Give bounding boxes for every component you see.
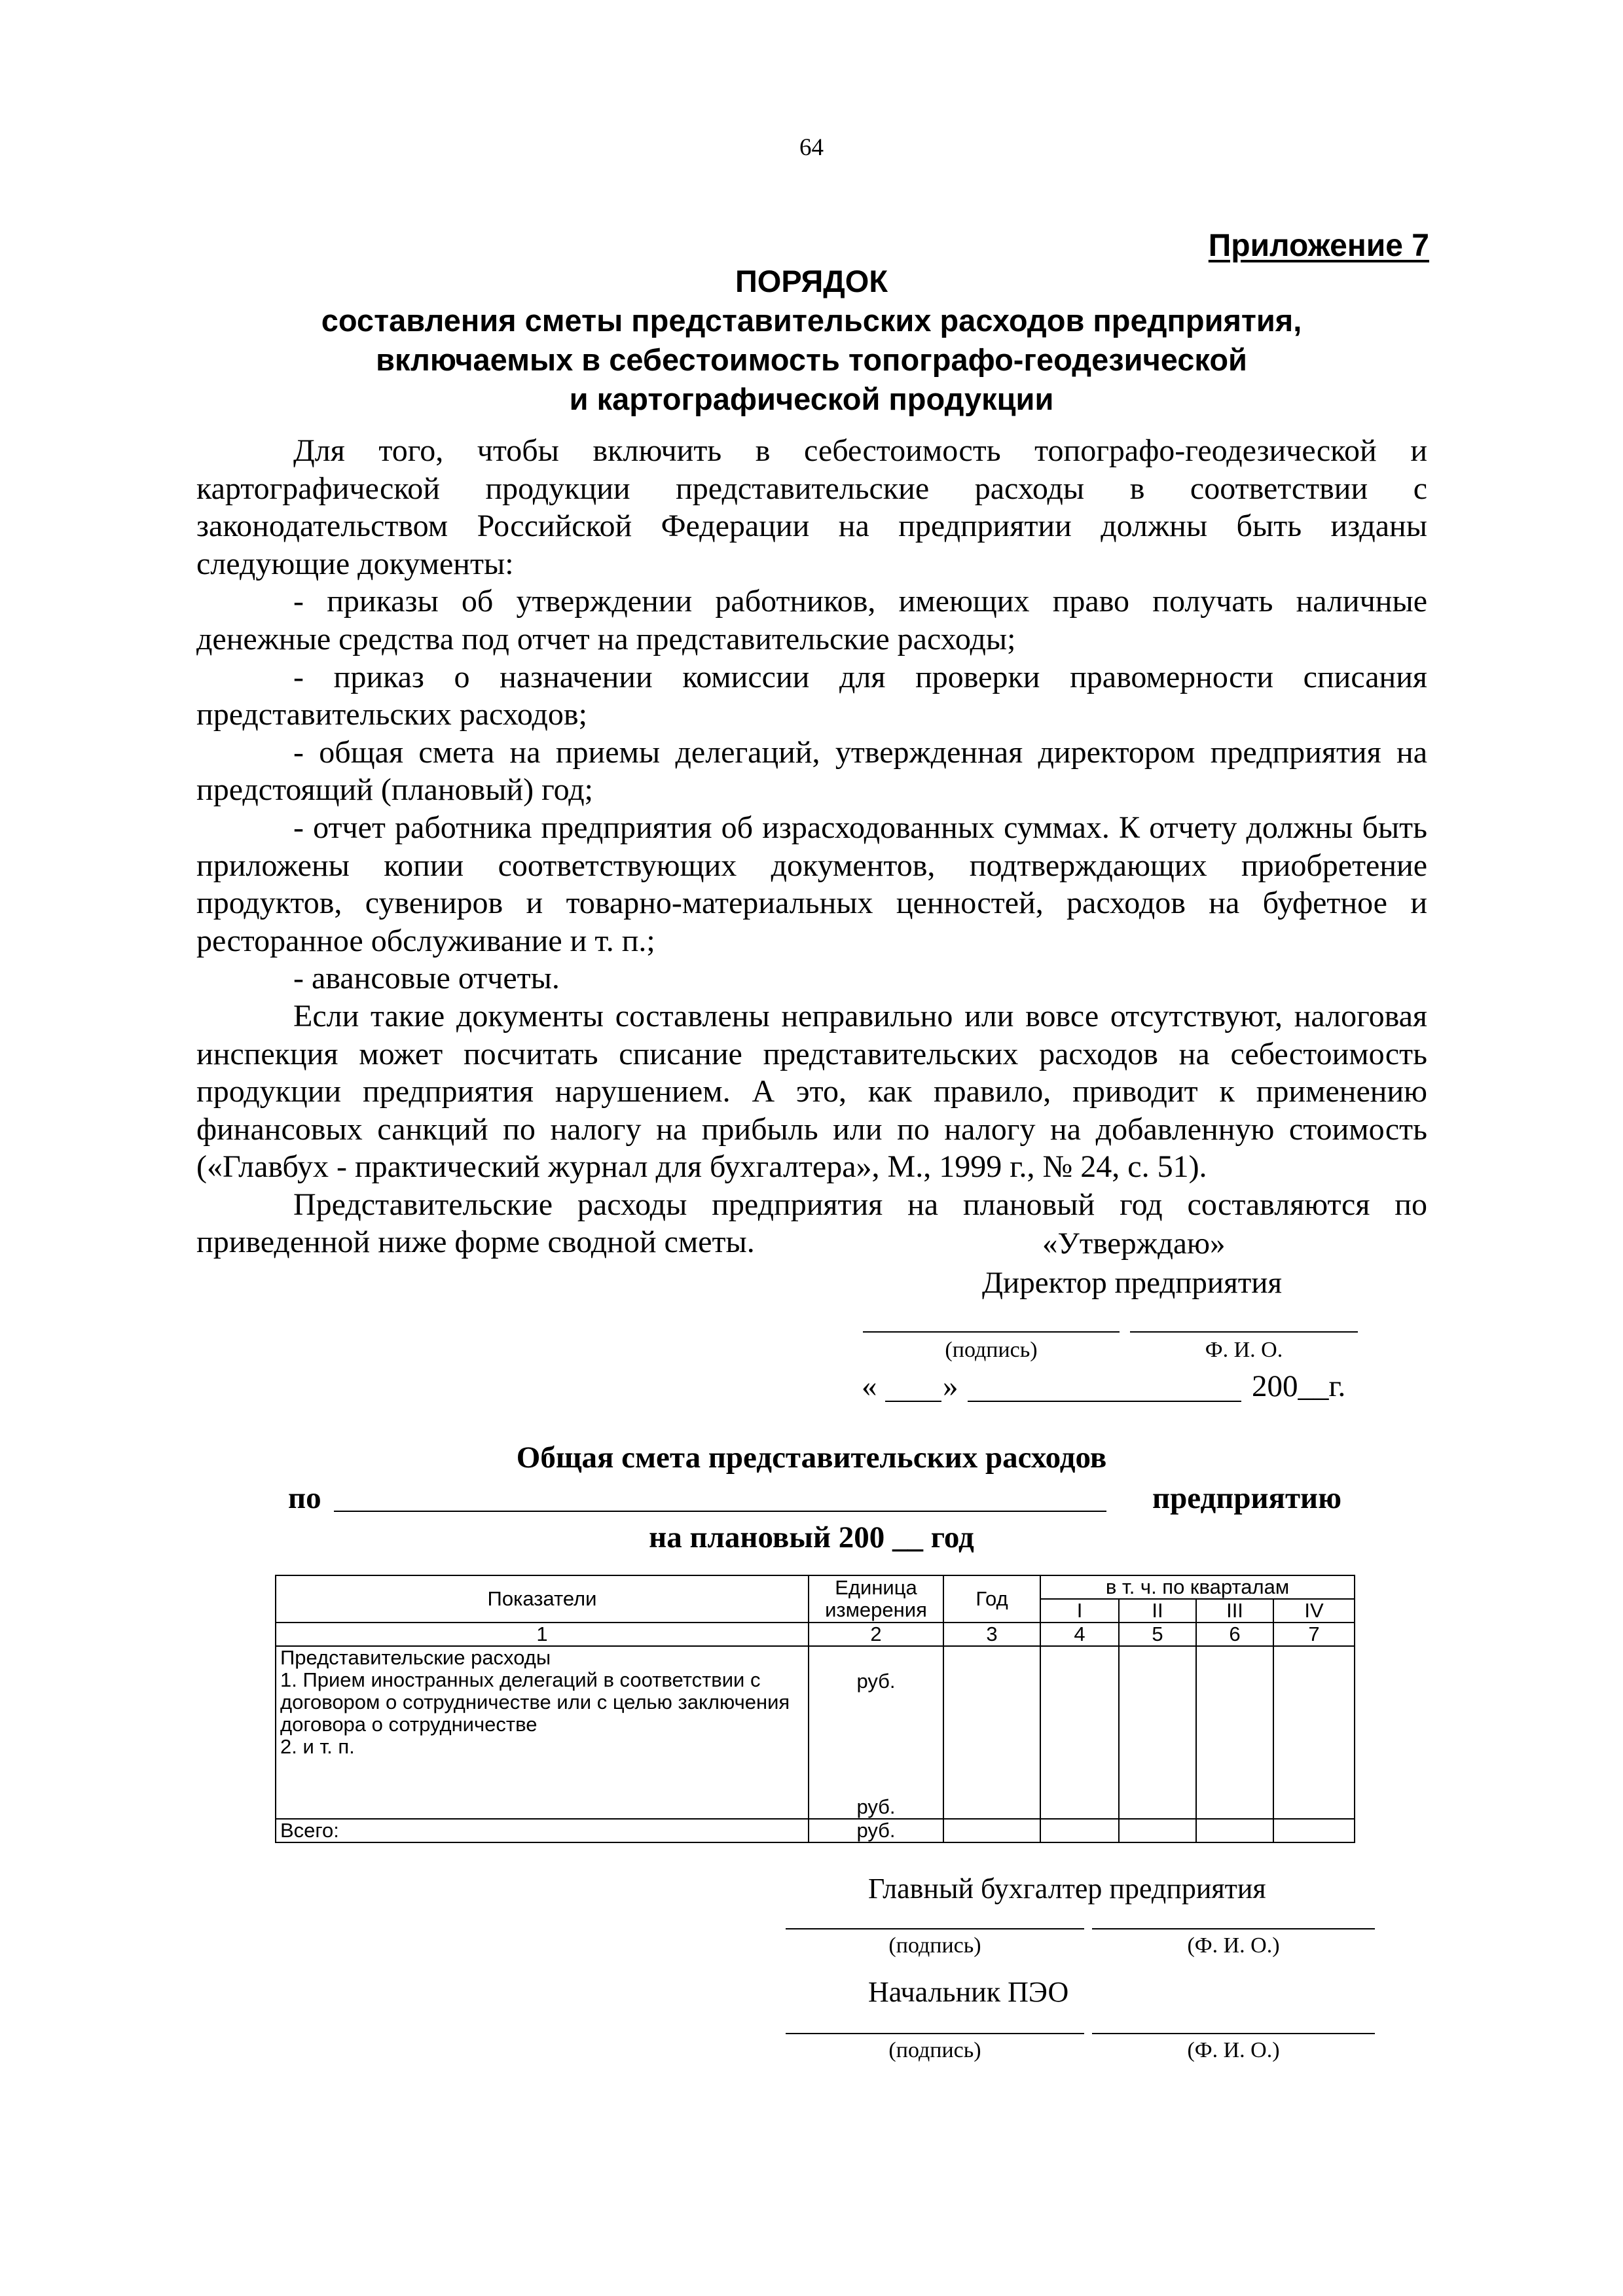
estimate-po-label: по — [288, 1481, 321, 1515]
total-year-cell — [943, 1819, 1040, 1842]
q1-cell — [1040, 1646, 1119, 1819]
table-total-row — [276, 1819, 1355, 1842]
total-q4-cell — [1273, 1819, 1355, 1842]
total-q3-cell — [1196, 1819, 1273, 1842]
total-label: Всего: — [276, 1819, 809, 1842]
expense-item-1: 1. Прием иностранных делегаций в соответствии с договором о сотрудничестве или с целью заключения договора о сотрудничестве — [280, 1668, 790, 1736]
total-unit: руб. — [809, 1819, 943, 1842]
name-caption: Ф. И. О. — [1205, 1338, 1283, 1362]
title-line-2: составления сметы представительских расходов предприятия, — [321, 303, 1302, 338]
approve-label: «Утверждаю» — [1042, 1227, 1226, 1261]
header-q2: II — [1119, 1599, 1196, 1623]
header-year: Год — [943, 1575, 1040, 1623]
estimate-table — [275, 1575, 1355, 1843]
appendix-label: Приложение 7 — [1208, 228, 1429, 263]
header-q1: I — [1040, 1599, 1119, 1623]
paragraph-form-note: Представительские расходы предприятия на плановый год составляются по приведенной ниже форме сводной сметы. — [196, 1187, 1427, 1260]
chief-accountant-label: Главный бухгалтер предприятия — [868, 1873, 1266, 1905]
signature-line — [786, 2033, 1084, 2034]
header-q3: III — [1196, 1599, 1273, 1623]
paragraph-warning: Если такие документы составлены неправильно или вовсе отсутствуют, налоговая инспекция может посчитать списание представительских расходов на себестоимость продукции предприятия нарушением. А это, как правило, приводит к применению финансовых санкций по налогу на прибыль или по налогу на добавленную стоимость («Главбух - практический журнал для бухгалтера», М., 1999 г., № 24, с. 51). — [196, 998, 1427, 1185]
q2-cell — [1119, 1646, 1196, 1819]
column-number: 3 — [943, 1623, 1040, 1646]
column-number: 2 — [809, 1623, 943, 1646]
signature-caption: (подпись) — [888, 2038, 981, 2062]
column-number: 6 — [1196, 1623, 1273, 1646]
date-quote-close: » — [943, 1369, 958, 1403]
list-item: - отчет работника предприятия об израсходованных суммах. К отчету должны быть приложены копии соответствующих документов, подтверждающих приобретение продуктов, сувениров и товарно-материальных ценностей, расходов на буфетное и ресторанное обслуживание и т. п.; — [196, 810, 1427, 958]
title-line-1: ПОРЯДОК — [735, 264, 888, 298]
expense-item-2: 2. и т. п. — [280, 1735, 355, 1758]
body-text — [196, 432, 1427, 1261]
header-unit: Единица измерения — [809, 1575, 943, 1623]
day-line — [885, 1401, 941, 1402]
signature-caption: (подпись) — [888, 1933, 981, 1958]
list-item: - авансовые отчеты. — [293, 961, 560, 996]
name-caption: (Ф. И. О.) — [1187, 2038, 1280, 2062]
table-row — [276, 1646, 1355, 1819]
column-number: 7 — [1273, 1623, 1355, 1646]
page-number: 64 — [799, 134, 824, 161]
month-line — [968, 1401, 1241, 1402]
director-label: Директор предприятия — [982, 1266, 1282, 1300]
q4-cell — [1273, 1646, 1355, 1819]
signature-line — [786, 1928, 1084, 1929]
year-text: 200__г. — [1252, 1369, 1346, 1403]
peo-head-label: Начальник ПЭО — [868, 1976, 1069, 2008]
signature-caption: (подпись) — [945, 1338, 1038, 1362]
table-column-numbers-row — [276, 1623, 1355, 1646]
date-quote-open: « — [862, 1369, 877, 1403]
estimate-enterprise-label: предприятию — [1152, 1481, 1342, 1515]
name-caption: (Ф. И. О.) — [1187, 1933, 1280, 1958]
estimate-title: Общая смета представительских расходов — [516, 1441, 1107, 1475]
unit-cell — [809, 1646, 943, 1819]
paragraph-intro: Для того, чтобы включить в себестоимость топографо-геодезической и картографической продукции представительские расходы в соответствии с законодательством Российской Федерации на предприятии должны быть изданы следующие документы: — [196, 433, 1427, 581]
q3-cell — [1196, 1646, 1273, 1819]
enterprise-name-line — [334, 1511, 1106, 1512]
expense-heading: Представительские расходы — [280, 1646, 551, 1669]
header-indicators: Показатели — [276, 1575, 809, 1623]
list-item: - приказы об утверждении работников, имеющих право получать наличные денежные средства под отчет на представительские расходы; — [196, 584, 1427, 656]
header-q4: IV — [1273, 1599, 1355, 1623]
total-q1-cell — [1040, 1819, 1119, 1842]
table-header-row — [276, 1575, 1355, 1599]
title-line-3: включаемых в себестоимость топографо-геодезической — [376, 342, 1247, 377]
unit-value: руб. — [856, 1795, 896, 1818]
list-item: - общая смета на приемы делегаций, утвержденная директором предприятия на предстоящий (плановый) год; — [196, 734, 1427, 808]
header-quarters: в т. ч. по кварталам — [1040, 1575, 1355, 1599]
signature-line — [863, 1331, 1120, 1333]
title-line-4: и картографической продукции — [569, 382, 1054, 416]
name-line — [1092, 2033, 1375, 2034]
total-q2-cell — [1119, 1819, 1196, 1842]
name-line — [1130, 1331, 1358, 1333]
list-item: - приказ о назначении комиссии для проверки правомерности списания представительских расходов; — [196, 659, 1427, 732]
expense-description-cell — [276, 1646, 809, 1819]
column-number: 1 — [276, 1623, 809, 1646]
document-title — [0, 262, 1623, 419]
year-cell — [943, 1646, 1040, 1819]
name-line — [1092, 1928, 1375, 1929]
estimate-period: на плановый 200 __ год — [649, 1520, 974, 1554]
unit-value: руб. — [856, 1670, 896, 1693]
column-number: 4 — [1040, 1623, 1119, 1646]
column-number: 5 — [1119, 1623, 1196, 1646]
